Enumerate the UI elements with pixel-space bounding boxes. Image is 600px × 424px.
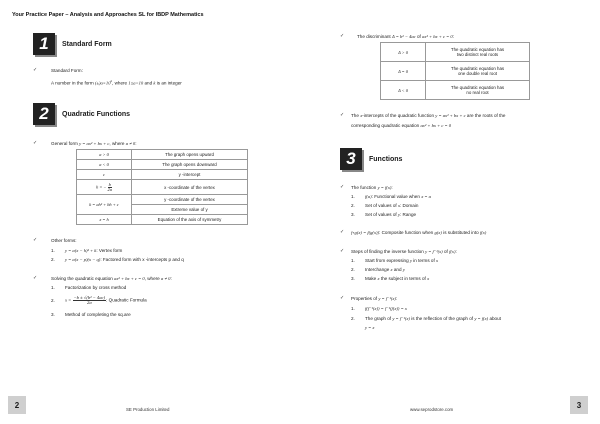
table-cell: a > 0	[77, 150, 132, 160]
check-icon: ✓	[33, 140, 38, 146]
standard-form-label: Standard Form:	[51, 68, 83, 73]
table-row	[381, 81, 530, 100]
table-cell: y -coordinate of the vertex	[132, 195, 248, 205]
list-item: 1. f(f⁻¹(x)) = f⁻¹(f(x)) = x	[351, 306, 407, 311]
table-row	[77, 180, 248, 195]
list-item: 2. y = a(x − p)(x − q): Factored form with x -intercepts p and q	[51, 257, 184, 262]
check-icon: ✓	[340, 33, 345, 39]
solving-quadratic-text: Solving the quadratic equation ax² + bx + c = 0, where a ≠ 0:	[51, 276, 172, 281]
table-cell: Δ > 0	[381, 43, 426, 62]
general-form-table	[76, 149, 248, 225]
inverse-steps-text: Steps of finding the inverse function y = f⁻¹(x) of f(x):	[351, 249, 457, 254]
other-forms-label: Other forms:	[51, 238, 77, 243]
standard-form-definition: A number in the form $(\pm)a\times 10^k$, where 1≤a<10 and k is an integer	[51, 79, 182, 86]
list-item: 1. y = a(x − h)² + k: Vertex form	[51, 248, 123, 253]
general-form-text: General form y = ax² + bx + c, where a ≠ 0:	[51, 141, 137, 146]
table-cell: Equation of the axis of symmetry	[132, 215, 248, 225]
list-item: 2. x = $\frac{\text{−b ± √(b² − 4ac)}}{2a}$ : Quadratic Formula	[51, 295, 147, 305]
document-title: Your Practice Paper – Analysis and Approaches SL for IBDP Mathematics	[12, 12, 204, 18]
inverse-properties-text: Properties of y = f⁻¹(x):	[351, 296, 398, 301]
table-cell: Δ = 0	[381, 62, 426, 81]
discriminant-table	[380, 42, 530, 100]
section-3-heading	[340, 148, 402, 170]
list-item: 3. Set of values of y: Range	[351, 212, 417, 217]
table-row	[77, 215, 248, 225]
table-row	[381, 43, 530, 62]
table-cell: a < 0	[77, 160, 132, 170]
section-1-title: Standard Form	[62, 40, 112, 48]
section-1-number: 1	[33, 33, 55, 55]
check-icon: ✓	[33, 67, 38, 73]
list-item: 3. Method of completing the sq.are	[51, 312, 131, 317]
list-item: 1. Factorization by cross method	[51, 285, 127, 290]
list-item: 1. f(a): Functional value when x = a	[351, 194, 431, 199]
section-1-heading	[33, 33, 112, 55]
table-row	[77, 160, 248, 170]
section-2-number: 2	[33, 103, 55, 125]
table-row	[77, 150, 248, 160]
check-icon: ✓	[340, 295, 345, 301]
list-item: 2. Set of values of x: Domain	[351, 203, 419, 208]
table-cell: y -intercept	[132, 170, 248, 180]
list-item-continuation: y = x	[365, 325, 375, 330]
table-cell: k = ah² + bh + c	[77, 195, 132, 215]
page-number-left: 2	[8, 396, 26, 414]
table-cell: h = − $\frac{b}{2a}$	[77, 180, 132, 195]
page-number-right: 3	[570, 396, 588, 414]
table-cell: The quadratic equation has one double real root	[426, 62, 530, 81]
table-cell: The quadratic equation has no real root	[426, 81, 530, 100]
table-cell: c	[77, 170, 132, 180]
composite-function-text: f∘g(x) = f(g(x)): Composite function when g(x) is substituted into f(x)	[351, 230, 487, 235]
check-icon: ✓	[340, 248, 345, 254]
function-text: The function y = f(x):	[351, 185, 393, 190]
list-item: 1. Start from expressing y in terms of x	[351, 258, 439, 263]
table-cell: The graph opens upward	[132, 150, 248, 160]
x-intercepts-text-line2: corresponding quadratic equation ax² + bx + c = 0	[351, 123, 452, 128]
discriminant-text: The discriminant Δ = b² − 4ac of ax² + bx + c = 0:	[357, 34, 454, 39]
table-cell: The quadratic equation has two distinct real roots	[426, 43, 530, 62]
table-row	[381, 62, 530, 81]
check-icon: ✓	[33, 237, 38, 243]
x-intercepts-text: The x-intercepts of the quadratic function y = ax² + bx + c are the roots of the	[351, 113, 506, 118]
list-item: 2. The graph of y = f⁻¹(x) is the reflection of the graph of y = f(x) about	[351, 316, 501, 321]
list-item: 3. Make x the subject in terms of x	[351, 276, 430, 281]
check-icon: ✓	[340, 112, 345, 118]
check-icon: ✓	[340, 229, 345, 235]
check-icon: ✓	[33, 275, 38, 281]
footer-website: www.seprodstore.com	[410, 407, 454, 412]
table-cell: Δ < 0	[381, 81, 426, 100]
check-icon: ✓	[340, 184, 345, 190]
table-cell: x = h	[77, 215, 132, 225]
table-row	[77, 195, 248, 205]
list-item: 2. Interchange x and y	[351, 267, 405, 272]
section-3-number: 3	[340, 148, 362, 170]
table-row	[77, 170, 248, 180]
table-cell: x -coordinate of the vertex	[132, 180, 248, 195]
table-cell: Extreme value of y	[132, 205, 248, 215]
table-cell: The graph opens downward	[132, 160, 248, 170]
section-2-title: Quadratic Functions	[62, 110, 131, 118]
section-2-heading	[33, 103, 130, 125]
section-3-title: Functions	[369, 155, 403, 163]
footer-publisher: SE Production Limited	[126, 407, 170, 412]
